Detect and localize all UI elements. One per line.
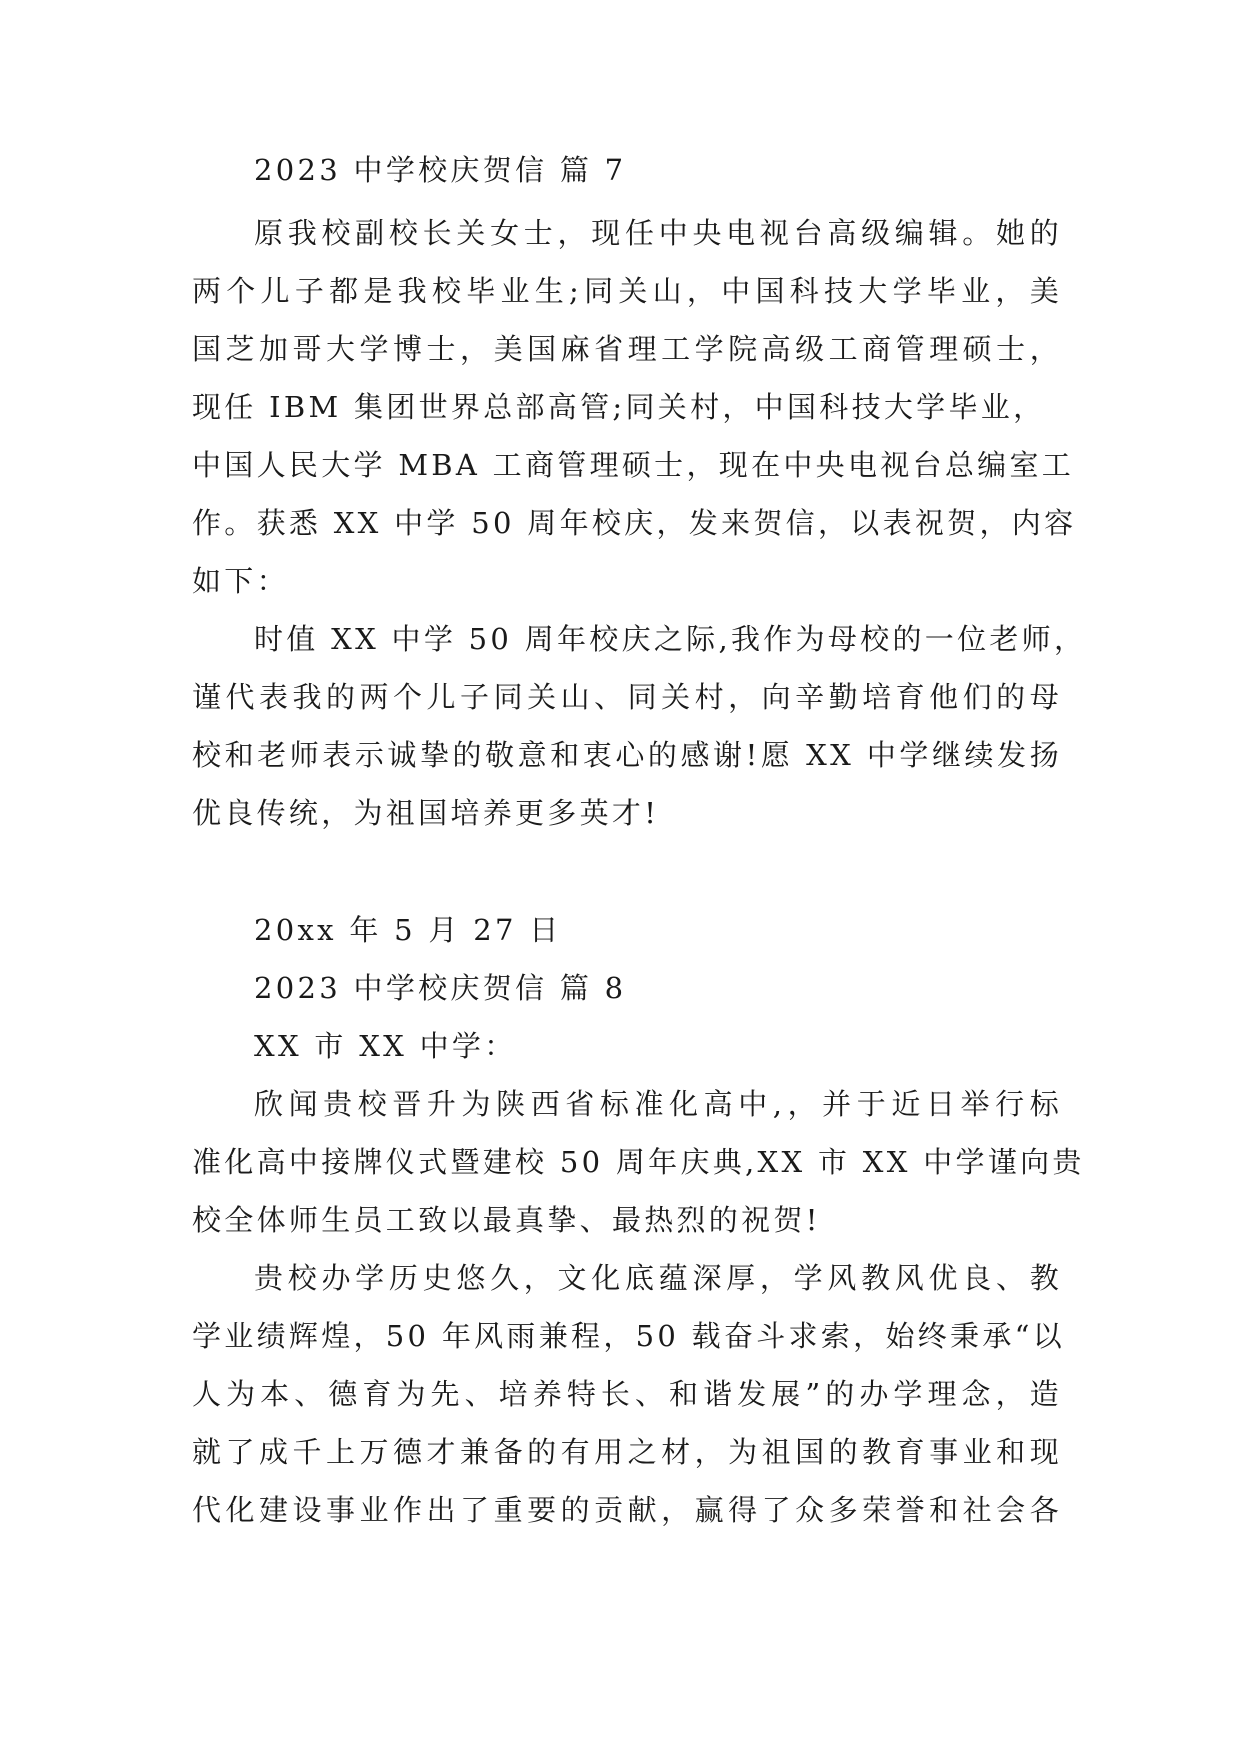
paragraph-line: 就了成千上万德才兼备的有用之材，为祖国的教育事业和现	[192, 1435, 1062, 1469]
paragraph-line: 谨代表我的两个儿子同关山、同关村，向辛勤培育他们的母	[192, 680, 1062, 714]
paragraph-line: 时值 XX 中学 50 周年校庆之际,我作为母校的一位老师，	[254, 622, 1087, 656]
paragraph-line: 国芝加哥大学博士，美国麻省理工学院高级工商管理硕士，	[192, 332, 1062, 366]
paragraph-line: 代化建设事业作出了重要的贡献，赢得了众多荣誉和社会各	[192, 1493, 1062, 1527]
paragraph-line: 学业绩辉煌，50 年风雨兼程，50 载奋斗求索，始终秉承“以	[192, 1319, 1066, 1353]
paragraph-line: 作。获悉 XX 中学 50 周年校庆，发来贺信，以表祝贺，内容	[192, 506, 1077, 540]
letter-salutation: XX 市 XX 中学：	[254, 1029, 517, 1063]
paragraph-line: 校全体师生员工致以最真挚、最热烈的祝贺!	[192, 1203, 821, 1237]
paragraph-line: 原我校副校长关女士，现任中央电视台高级编辑。她的	[254, 216, 1062, 250]
paragraph-line: 如下：	[192, 564, 289, 598]
section-heading-7: 2023 中学校庆贺信 篇 7	[254, 153, 627, 187]
paragraph-line: 校和老师表示诚挚的敬意和衷心的感谢!愿 XX 中学继续发扬	[192, 738, 1062, 772]
letter-date: 20xx 年 5 月 27 日	[254, 913, 562, 947]
paragraph-line: 两个儿子都是我校毕业生;同关山，中国科技大学毕业，美	[192, 274, 1062, 308]
paragraph-line: 欣闻贵校晋升为陕西省标准化高中,，并于近日举行标	[254, 1087, 1062, 1121]
paragraph-line: 人为本、德育为先、培养特长、和谐发展”的办学理念，造	[192, 1377, 1062, 1411]
paragraph-line: 贵校办学历史悠久，文化底蕴深厚，学风教风优良、教	[254, 1261, 1062, 1295]
paragraph-line: 优良传统，为祖国培养更多英才!	[192, 796, 660, 830]
paragraph-line: 准化高中接牌仪式暨建校 50 周年庆典,XX 市 XX 中学谨向贵	[192, 1145, 1085, 1179]
section-heading-8: 2023 中学校庆贺信 篇 8	[254, 971, 627, 1005]
paragraph-line: 中国人民大学 MBA 工商管理硕士，现在中央电视台总编室工	[192, 448, 1075, 482]
paragraph-line: 现任 IBM 集团世界总部高管;同关村，中国科技大学毕业，	[192, 390, 1046, 424]
